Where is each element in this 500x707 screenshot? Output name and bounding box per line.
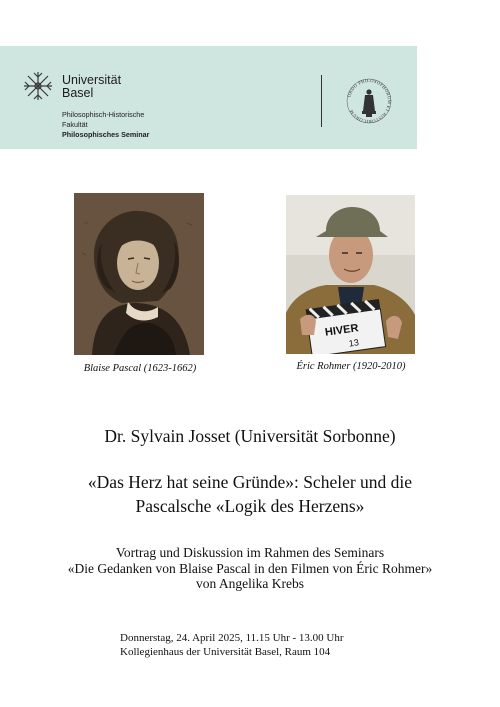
talk-title-line2: Pascalsche «Logik des Herzens» xyxy=(135,496,365,516)
event-line3: von Angelika Krebs xyxy=(196,576,304,591)
rohmer-caption: Éric Rohmer (1920-2010) xyxy=(296,361,406,372)
header-band xyxy=(0,46,417,149)
university-basel-logo-icon xyxy=(22,70,54,102)
event-location: Kollegienhaus der Universität Basel, Raum 104 xyxy=(120,646,331,658)
faculty-line1: Philosophisch-Historische xyxy=(62,110,145,119)
event-description xyxy=(20,545,480,592)
university-name-line2: Basel xyxy=(62,86,94,100)
pascal-caption: Blaise Pascal (1623-1662) xyxy=(83,363,197,374)
pascal-portrait xyxy=(74,193,204,355)
faculty-name xyxy=(62,110,144,129)
event-line1: Vortrag und Diskussion im Rahmen des Seminars xyxy=(115,545,385,560)
event-line2: «Die Gedanken von Blaise Pascal in den Filmen von Éric Rohmer» xyxy=(67,560,433,576)
seminar-name: Philosophisches Seminar xyxy=(62,130,150,139)
faculty-seal-icon xyxy=(345,77,393,125)
university-name-line1: Universität xyxy=(62,73,122,87)
university-name xyxy=(62,74,121,100)
event-details xyxy=(120,631,460,659)
header-divider xyxy=(321,75,322,127)
event-date-time: Donnerstag, 24. April 2025, 11.15 Uhr - 13.00 Uhr xyxy=(120,632,344,644)
seal-text: ORDO PHILOSOPHORUM ET HISTORICORUM xyxy=(346,77,393,125)
talk-title-line1: «Das Herz hat seine Gründe»: Scheler und die xyxy=(87,472,413,492)
talk-title xyxy=(20,470,480,518)
rohmer-photo xyxy=(286,195,415,354)
faculty-line2: Fakultät xyxy=(62,119,88,129)
clapper-title: HIVER xyxy=(324,322,360,339)
speaker-heading: Dr. Sylvain Josset (Universität Sorbonne) xyxy=(104,426,396,446)
clapper-number: 13 xyxy=(348,337,360,349)
